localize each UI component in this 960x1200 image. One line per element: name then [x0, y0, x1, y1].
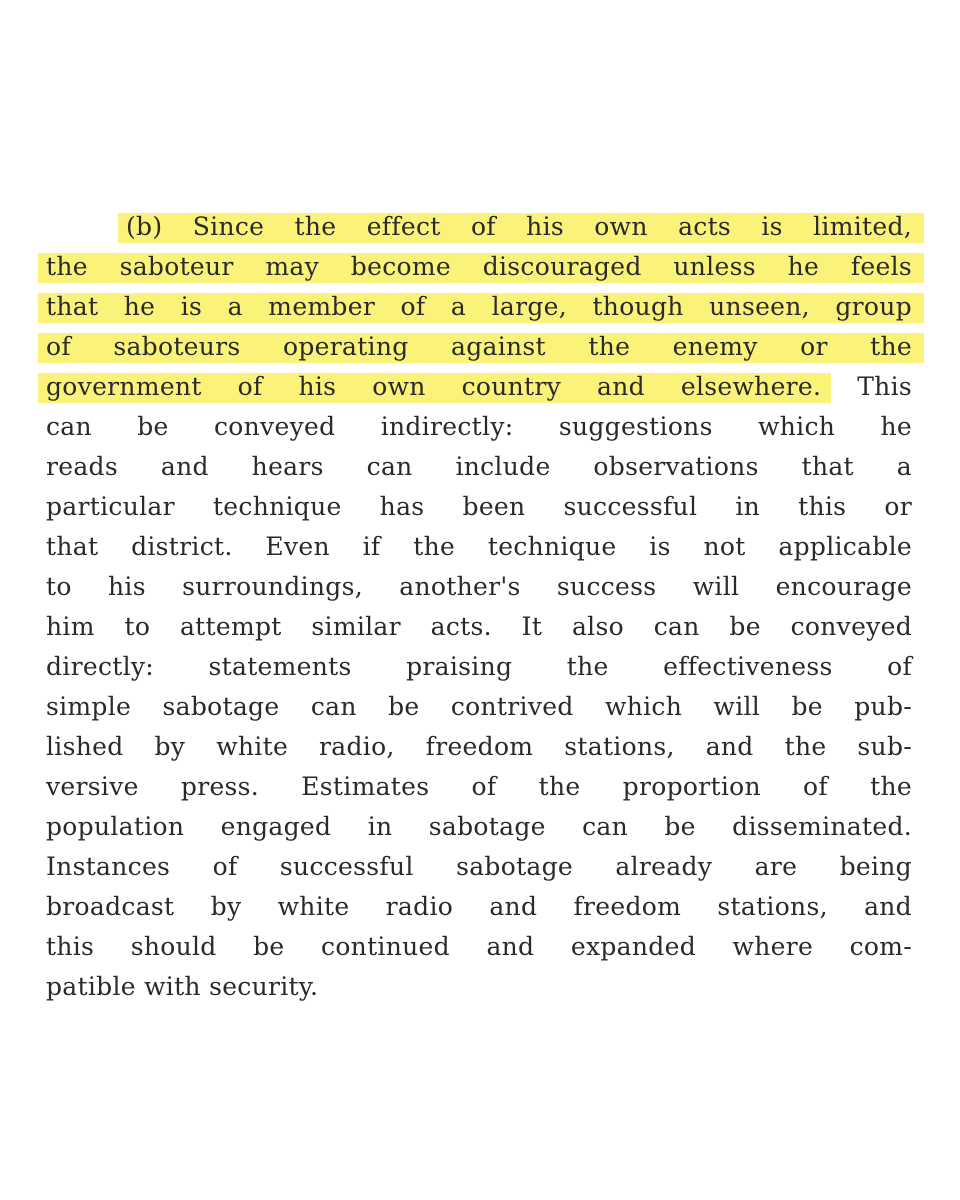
- paragraph-b: [46, 207, 912, 1007]
- text-line-5: government of his own country and elsewhere. This: [46, 367, 912, 407]
- text-line-19: this should be continued and expanded where com-: [46, 932, 912, 961]
- text-line-6: can be conveyed indirectly: suggestions which he: [46, 412, 912, 441]
- text-line-15: versive press. Estimates of the proportion of the: [46, 772, 912, 801]
- text-line-3: that he is a member of a large, though unseen, group: [46, 287, 912, 327]
- text-line-12: directly: statements praising the effectiveness of: [46, 652, 912, 681]
- text-line-4: of saboteurs operating against the enemy or the: [46, 327, 912, 367]
- text-line-2: the saboteur may become discouraged unless he feels: [46, 247, 912, 287]
- text-line-18: broadcast by white radio and freedom stations, and: [46, 892, 912, 921]
- text-line-1: (b) Since the effect of his own acts is limited,: [46, 207, 912, 247]
- text-line-9: that district. Even if the technique is not applicable: [46, 532, 912, 561]
- text-line-20: patible with security.: [46, 972, 319, 1001]
- text-line-7: reads and hears can include observations that a: [46, 452, 912, 481]
- text-line-10: to his surroundings, another's success will encourage: [46, 572, 912, 601]
- text-line-11: him to attempt similar acts. It also can be conveyed: [46, 612, 912, 641]
- text-line-13: simple sabotage can be contrived which will be pub-: [46, 692, 912, 721]
- text-line-16: population engaged in sabotage can be disseminated.: [46, 812, 912, 841]
- text-line-17: Instances of successful sabotage already are being: [46, 852, 912, 881]
- text-line-14: lished by white radio, freedom stations, and the sub-: [46, 732, 912, 761]
- text-line-8: particular technique has been successful in this or: [46, 492, 912, 521]
